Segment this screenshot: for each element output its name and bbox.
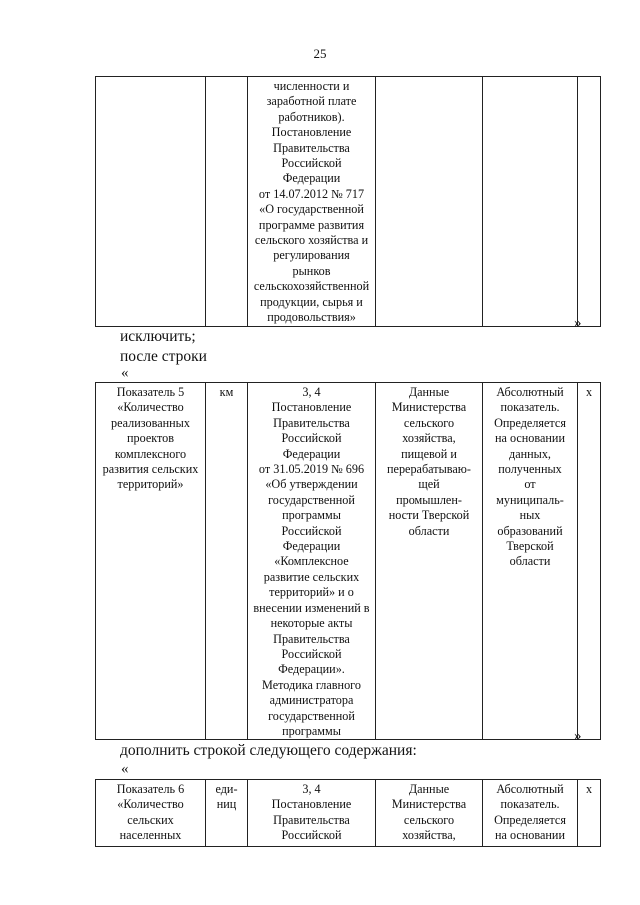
table-cell-source-document: численности и заработной плате работников). Постановление Правительства Российской Федерации от 14.07.2012 № 717 «О государственной программе развития сельского хозяйства и регулирования рынков сельскохозяйственной продукции, сырья и продовольствия» [248,77,376,327]
table-cell-calculation-method: Абсолютный показатель. Определяется на основании [483,780,578,847]
instruction-supplement: дополнить строкой следующего содержания: [120,742,417,759]
table-cell-last: х [578,383,601,740]
table-cell-unit: еди- ниц [206,780,248,847]
table-cell-source-document: 3, 4 Постановление Правительства Российской Федерации от 31.05.2019 № 696 «Об утверждении государственной программы Российской Федерации «Комплексное развитие сельских территорий» и о внесении изменений в некоторые акты Правительства Российской Федерации». Методика главного администратора государственной программы [248,383,376,740]
table-cell-calculation-method [483,77,578,327]
instruction-exclude: исключить; [120,328,196,345]
opening-quote: « [121,365,129,381]
table-cell-unit: км [206,383,248,740]
table-row [96,383,601,740]
table-cell-last [578,77,601,327]
page-number: 25 [313,46,327,61]
table-cell-data-source: Данные Министерства сельского хозяйства, [376,780,483,847]
table-top-fragment [95,76,601,327]
table-cell-data-source [376,77,483,327]
table-cell-last: х [578,780,601,847]
table-row [96,780,601,847]
table-cell-data-source: Данные Министерства сельского хозяйства, пищевой и перерабатываю- щей промышлен- ности Тверской области [376,383,483,740]
table-cell-indicator [96,77,206,327]
table-cell-indicator: Показатель 5 «Количество реализованных проектов комплексного развития сельских территорий» [96,383,206,740]
opening-quote: « [121,761,129,777]
table-cell-indicator: Показатель 6 «Количество сельских населенных [96,780,206,847]
closing-quote: » [574,728,582,744]
table-cell-calculation-method: Абсолютный показатель. Определяется на основании данных, полученных от муниципаль- ных образований Тверской области [483,383,578,740]
table-indicator-6 [95,779,601,847]
table-cell-unit [206,77,248,327]
table-row [96,77,601,327]
table-indicator-5 [95,382,601,740]
instruction-after-line: после строки [120,348,207,365]
closing-quote: » [574,315,582,331]
table-cell-source-document: 3, 4 Постановление Правительства Российской [248,780,376,847]
